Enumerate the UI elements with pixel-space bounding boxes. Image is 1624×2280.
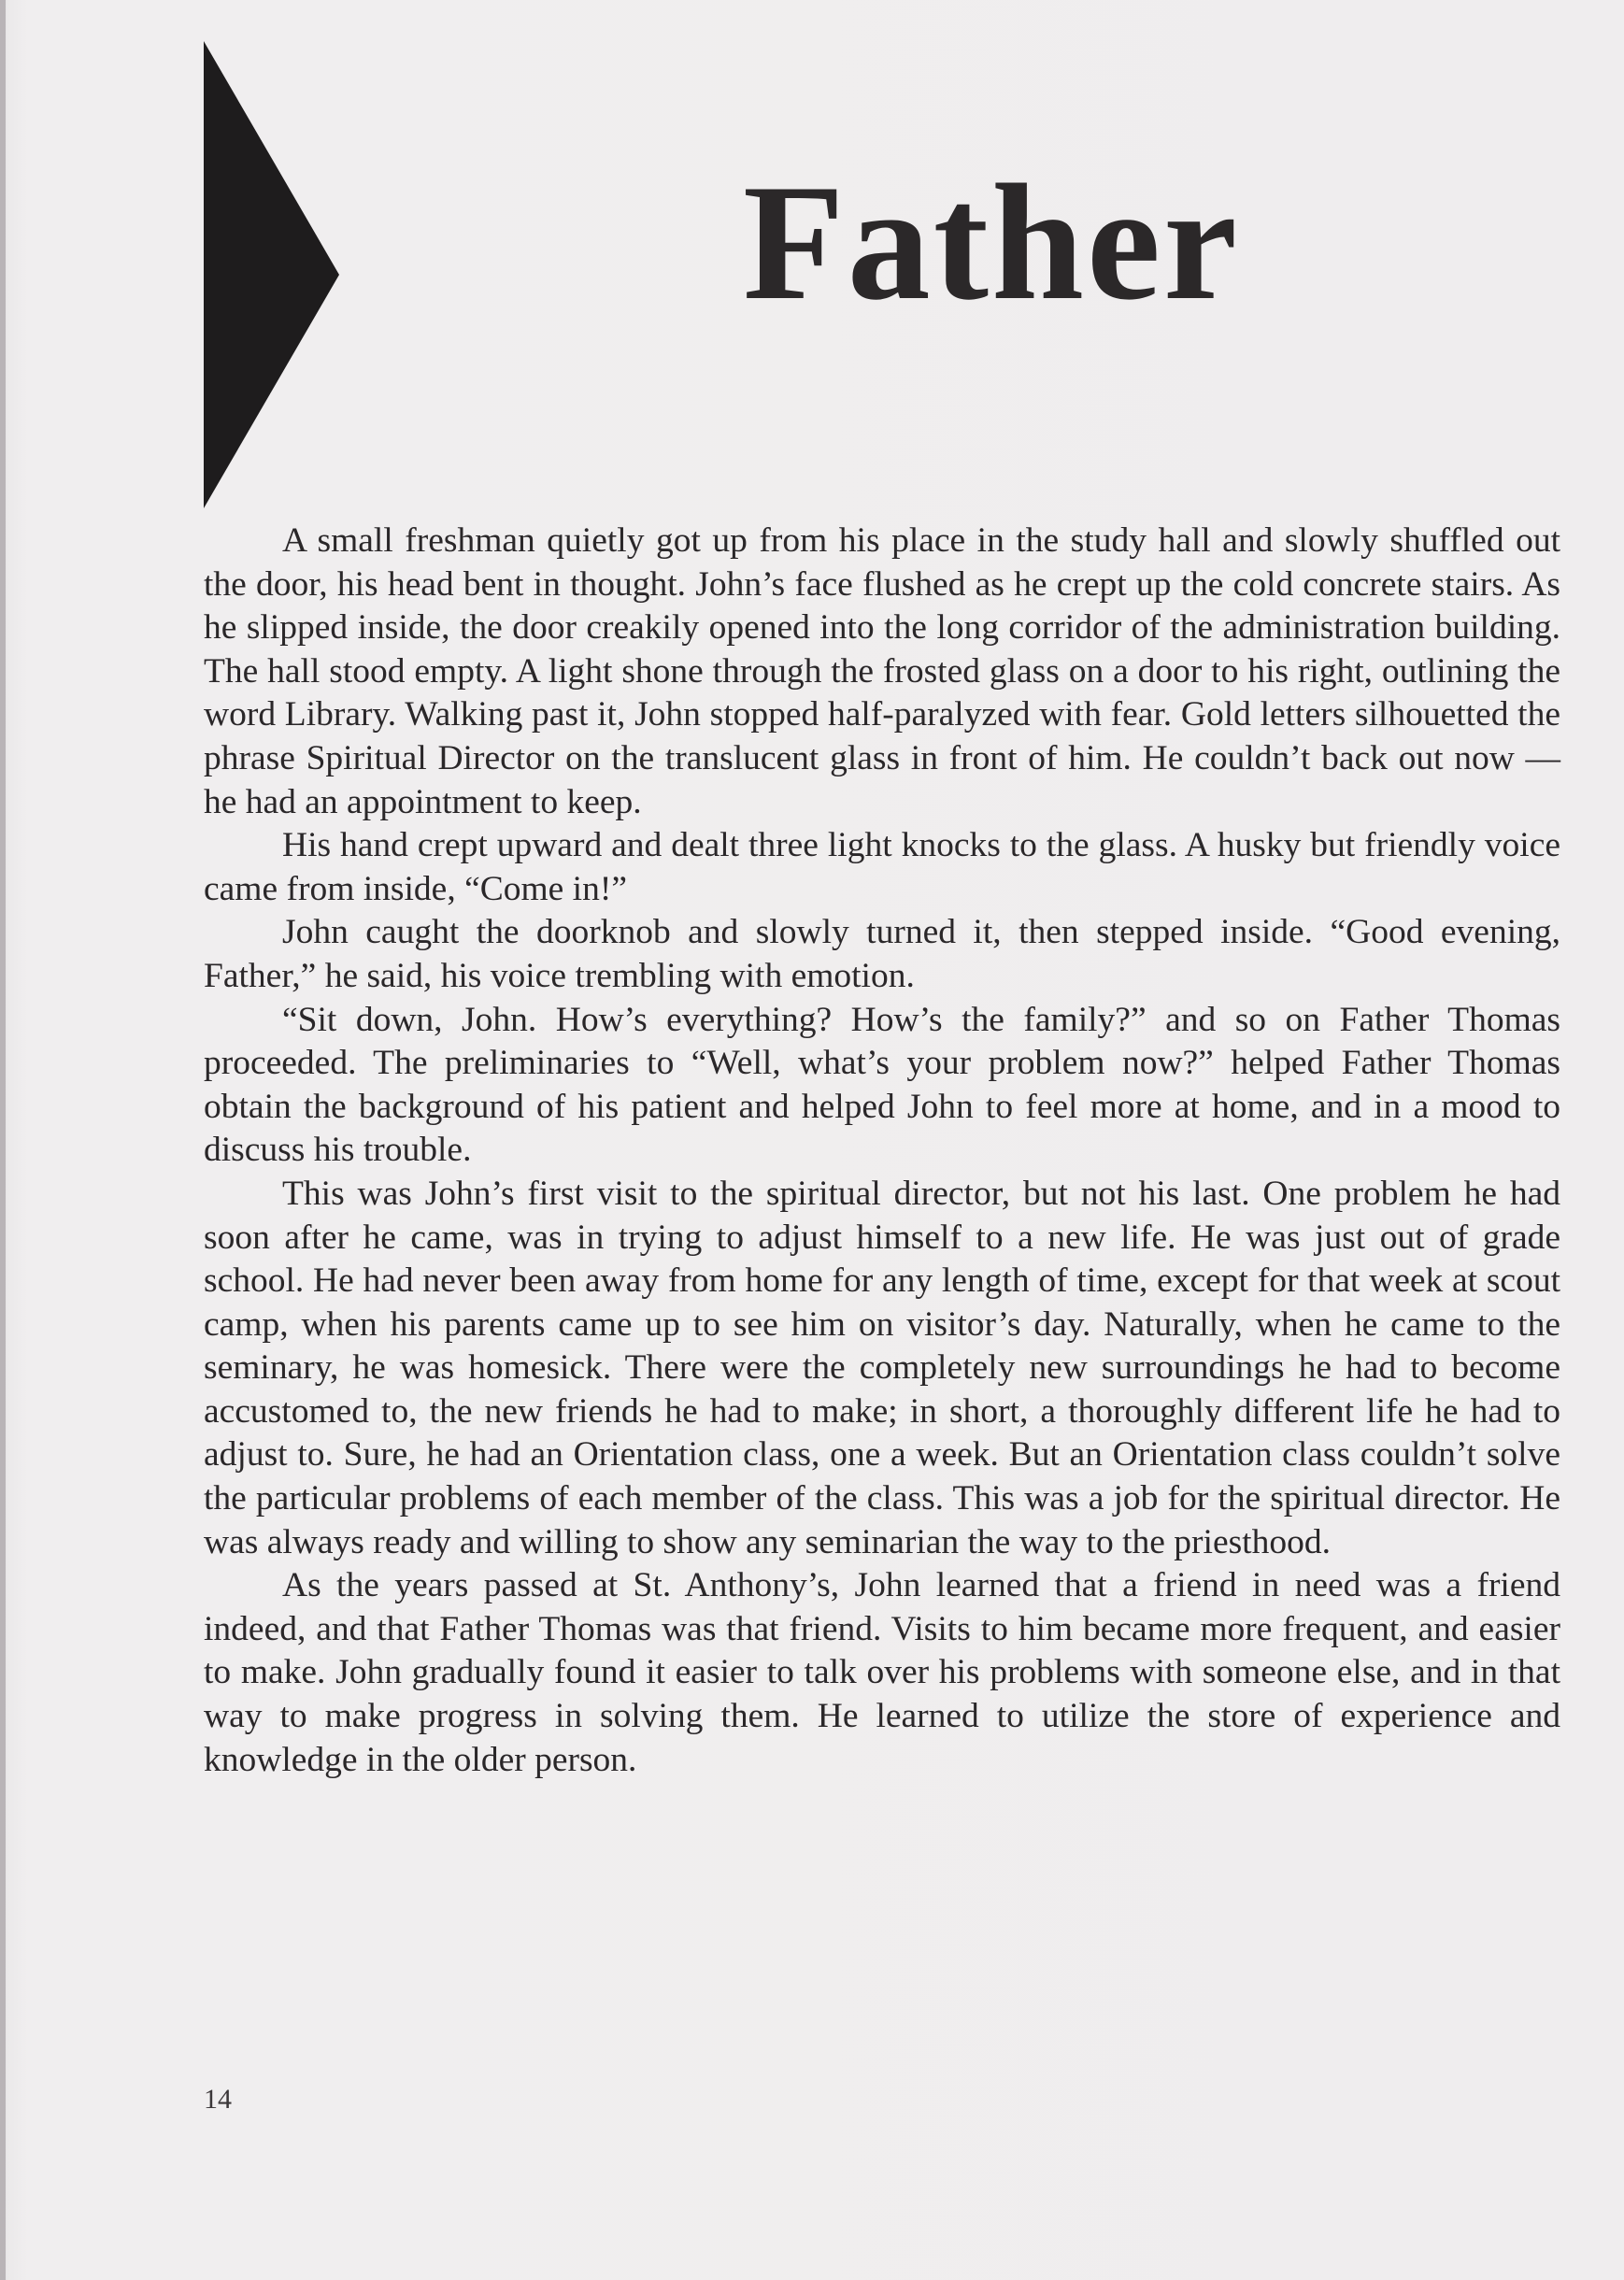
paragraph-2: His hand crept upward and dealt three light knocks to the glass. A husky but friendly voice came from inside, “Come in!” [204,826,1560,908]
article-title: Father [743,150,1241,335]
paragraph-3: John caught the doorknob and slowly turned it, then stepped inside. “Good evening, Father,” he said, his voice trembling with emotion. [204,913,1560,995]
page-spine-edge [0,0,6,2280]
paragraph-4: “Sit down, John. How’s everything? How’s the family?” and so on Father Thomas proceeded. The preliminaries to “Well, what’s your problem now?” helped Father Thomas obtain the background of his patient and helped John to feel more at home, and in a mood to discuss his trouble. [204,1000,1560,1170]
triangle-ornament-icon [204,41,339,508]
page-number: 14 [204,2084,232,2115]
paragraph-1: A small freshman quietly got up from his place in the study hall and slowly shuffled out the door, his head bent in thought. John’s face flushed as he crept up the cold concrete stairs. As he slipped inside, the door creakily opened into the long corridor of the administration building. The hall stood empty. A light shone through the frosted glass on a door to his right, outlining the word Library. Walking past it, John stopped half-paralyzed with fear. Gold letters silhouetted the phrase Spiritual Director on the translucent glass in front of him. He couldn’t back out now — he had an appointment to keep. [204,521,1560,821]
paragraph-6: As the years passed at St. Anthony’s, John learned that a friend in need was a friend indeed, and that Father Thomas was that friend. Visits to him became more frequent, and easier to make. John gradually found it easier to talk over his problems with someone else, and in that way to make progress in solving them. He learned to utilize the store of experience and knowledge in the older person. [204,1566,1560,1779]
paragraph-5: This was John’s first visit to the spiritual director, but not his last. One problem he had soon after he came, was in trying to adjust himself to a new life. He was just out of grade school. He had never been away from home for any length of time, except for that week at scout camp, when his parents came up to see him on visitor’s day. Naturally, when he came to the seminary, he was homesick. There were the completely new surroundings he had to become accustomed to, the new friends he had to make; in short, a thoroughly different life he had to adjust to. Sure, he had an Orientation class, one a week. But an Orientation class couldn’t solve the particular problems of each member of the class. This was a job for the spiritual director. He was always ready and willing to show any seminarian the way to the priesthood. [204,1174,1560,1561]
article-body [204,520,1560,1782]
